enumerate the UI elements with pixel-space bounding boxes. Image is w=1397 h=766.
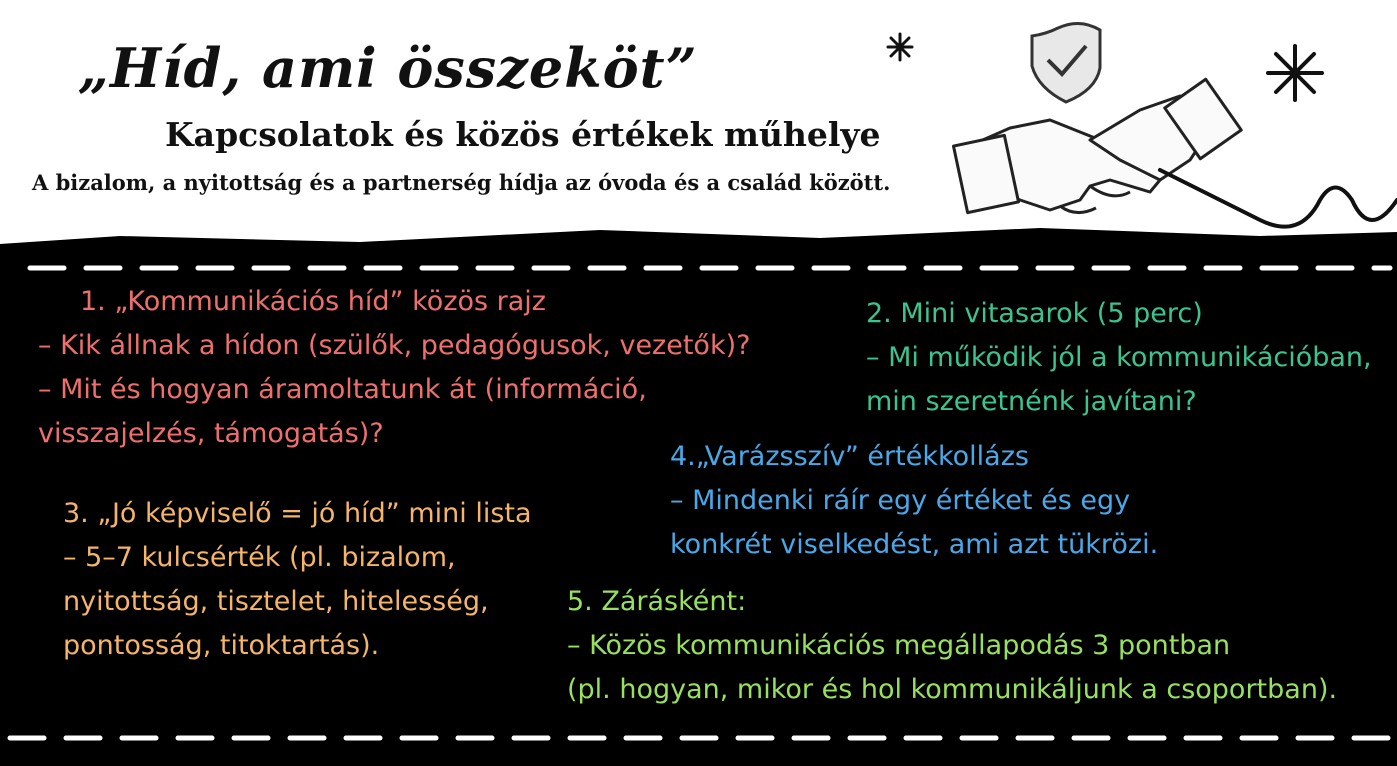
block-line: pontosság, titoktartás).: [63, 630, 380, 661]
sparkle-icon: [888, 34, 912, 60]
page-subtitle: Kapcsolatok és közös értékek műhelye: [165, 115, 881, 154]
handshake-illustration: [860, 10, 1397, 240]
block-line: 1. „Kommunikációs híd” közös rajz: [80, 286, 546, 317]
activity-closing: [567, 580, 1337, 712]
block-line: – Mi működik jól a kommunikációban,: [866, 342, 1372, 373]
block-line: 3. „Jó képviselő = jó híd” mini lista: [63, 498, 532, 529]
block-line: nyitottság, tisztelet, hitelesség,: [63, 586, 489, 617]
shield-check-icon: [1032, 23, 1100, 102]
block-line: – Mindenki ráír egy értéket és egy: [670, 485, 1131, 516]
block-line: – Mit és hogyan áramoltatunk át (információ,: [38, 374, 647, 405]
block-line: min szeretnénk javítani?: [866, 386, 1197, 417]
activity-mini-debate: [866, 292, 1372, 424]
block-line: 2. Mini vitasarok (5 perc): [866, 298, 1203, 329]
sparkle-icon: [1268, 46, 1322, 100]
page-title: „Híd, ami összeköt”: [78, 36, 698, 100]
block-line: visszajelzés, támogatás)?: [38, 418, 384, 449]
block-line: – 5–7 kulcsérték (pl. bizalom,: [63, 542, 456, 573]
activity-communication-bridge: [38, 280, 750, 456]
activity-value-collage: [670, 435, 1158, 567]
handshake-icon: [953, 79, 1241, 212]
page-tagline: A bizalom, a nyitottság és a partnerség hídja az óvoda és a család között.: [32, 170, 891, 195]
block-line: 4.„Varázsszív” értékkollázs: [670, 441, 1029, 472]
header: [0, 0, 1397, 232]
activity-good-representative-list: [63, 492, 532, 668]
block-line: konkrét viselkedést, ami azt tükrözi.: [670, 529, 1159, 560]
block-line: – Közös kommunikációs megállapodás 3 pontban: [567, 630, 1231, 661]
block-line: 5. Zárásként:: [567, 586, 747, 617]
block-line: (pl. hogyan, mikor és hol kommunikáljunk a csoportban).: [567, 674, 1338, 705]
block-line: – Kik állnak a hídon (szülők, pedagógusok, vezetők)?: [38, 330, 751, 361]
